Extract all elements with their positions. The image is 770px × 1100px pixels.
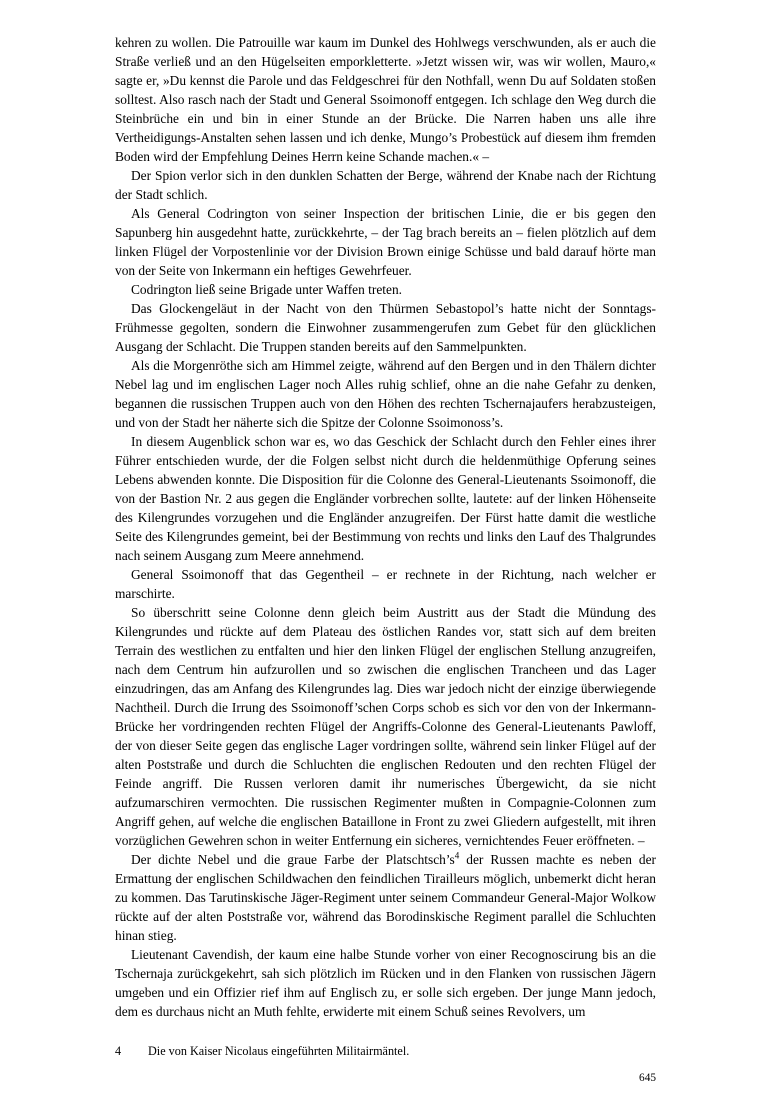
paragraph-text: General Ssoimonoff that das Gegentheil – er rechnete in der Richtung, nach welcher er marschirte. bbox=[115, 567, 656, 601]
paragraph-text: Der dichte Nebel und die graue Farbe der Platschtsch’s bbox=[131, 852, 455, 867]
paragraph bbox=[115, 432, 656, 565]
paragraph-text: Der Spion verlor sich in den dunklen Schatten der Berge, während der Knabe nach der Richtung der Stadt schlich. bbox=[115, 168, 656, 202]
paragraph bbox=[115, 299, 656, 356]
paragraph bbox=[115, 356, 656, 432]
paragraph-text: Als General Codrington von seiner Inspection der britischen Linie, die er bis gegen den Sapunberg hin ausgedehnt hatte, zurückkehrte, – der Tag brach bereits an – fielen plötzlich auf dem linken Flügel der Vorpostenlinie vor der Division Brown einige Schüsse und bald darauf hörte man von der Seite von Inkermann ein heftiges Gewehrfeuer. bbox=[115, 206, 656, 278]
paragraph bbox=[115, 280, 656, 299]
paragraph bbox=[115, 166, 656, 204]
paragraph-text: Codrington ließ seine Brigade unter Waffen treten. bbox=[131, 282, 402, 297]
footnote-text: Die von Kaiser Nicolaus eingeführten Militairmäntel. bbox=[148, 1044, 410, 1058]
footnote-reference: 4 bbox=[454, 850, 460, 861]
page-number: 645 bbox=[639, 1072, 656, 1084]
paragraph bbox=[115, 565, 656, 603]
paragraph-text: Lieutenant Cavendish, der kaum eine halbe Stunde vorher von einer Recognoscirung bis an die Tschernaja zurückgekehrt, sah sich plötzlich im Rücken und in den Flanken von russischen Jägern umgeben und ein Offizier rief ihm auf Englisch zu, er solle sich ergeben. Der junge Mann jedoch, dem es durchaus nicht an Muth fehlte, erwiderte mit einem Schuß seines Revolvers, um bbox=[115, 947, 656, 1019]
paragraph bbox=[115, 204, 656, 280]
page-text bbox=[115, 33, 656, 1021]
paragraph bbox=[115, 603, 656, 850]
paragraph-text: Als die Morgenröthe sich am Himmel zeigte, während auf den Bergen und in den Thälern dichter Nebel lag und im englischen Lager noch Alles ruhig schlief, ohne an die nahe Gefahr zu denken, begannen die russischen Truppen auch von den Höhen des rechten Tschernajaufers herabzusteigen, und von der Stadt her näherte sich die Spitze der Colonne Ssoimonoss’s. bbox=[115, 358, 656, 430]
footnote bbox=[115, 1043, 656, 1059]
paragraph-text: In diesem Augenblick schon war es, wo das Geschick der Schlacht durch den Fehler eines ihrer Führer entschieden wurde, der die Folgen selbst nicht durch die heldenmüthige Opferung seines Lebens abwenden konnte. Die Disposition für die Colonne des General-Lieutenants Ssoimonoff, die von der Bastion Nr. 2 aus gegen die Engländer vorbrechen sollte, lautete: auf der linken Höhenseite des Kilengrundes vorzugehen und die Engländer anzugreifen. Der Fürst hatte damit die westliche Seite des Kilengrundes gemeint, bei der Bestimmung von rechts und links den Lauf des Thalgrundes nach seinem Ausgang zum Meere annehmend. bbox=[115, 434, 656, 563]
paragraph bbox=[115, 850, 656, 945]
paragraph-text: der Russen machte es neben der Ermattung der englischen Schildwachen den feindlichen Tirailleurs möglich, unbemerkt dicht heran zu kommen. Das Tarutinskische Jäger-Regiment unter seinem Commandeur General-Major Wolkow rückte auf der alten Poststraße vor, während das Borodinskische Regiment parallel die Schluchten hinan stieg. bbox=[115, 852, 656, 943]
paragraph bbox=[115, 33, 656, 166]
paragraph-text: Das Glockengeläut in der Nacht von den Thürmen Sebastopol’s hatte nicht der Sonntags-Frühmesse gegolten, sondern die Einwohner zusammengerufen zum Gebet für den glücklichen Ausgang der Schlacht. Die Truppen standen bereits auf den Sammelpunkten. bbox=[115, 301, 656, 354]
paragraph-text: kehren zu wollen. Die Patrouille war kaum im Dunkel des Hohlwegs verschwunden, als er auch die Straße verließ und an den Hügelseiten emporkletterte. »Jetzt wissen wir, was wir wollen, Mauro,« sagte er, »Du kennst die Parole und das Feldgeschrei für den Nothfall, wenn Du auf Soldaten stoßen solltest. Also rasch nach der Stadt und General Ssoimonoff entgegen. Ich schlage den Weg durch die Steinbrüche ein und bin in einer Stunde an der Brücke. Die Narren haben uns alle ihre Vertheidigungs-Anstalten sehen lassen und ich denke, Mungo’s Probestück auf diesem ihm fremden Boden wird der Empfehlung Deines Herrn keine Schande machen.« – bbox=[115, 35, 656, 164]
paragraph bbox=[115, 945, 656, 1021]
footnote-marker: 4 bbox=[115, 1044, 122, 1058]
paragraph-text: So überschritt seine Colonne denn gleich beim Austritt aus der Stadt die Mündung des Kilengrundes und rückte auf dem Plateau des östlichen Randes vor, statt sich auf dem breiten Terrain des westlichen zu entfalten und hier den linken Flügel der englischen Stellung anzugreifen, nach dem Centrum hin aufzurollen und so zwischen die englischen Trancheen und das Lager einzudringen, das am Anfang des Kilengrundes lag. Dies war jedoch nicht der einzige überwiegende Nachtheil. Durch die Irrung des Ssoimonoff’schen Corps schob es sich vor den von der Inkermann-Brücke her vordringenden rechten Flügel der Angriffs-Colonne des General-Lieutenants Pawloff, der von dieser Seite gegen das englische Lager vordringen sollte, während sein linker Flügel auf der alten Poststraße und durch die Schluchten die englischen Redouten und den rechten Flügel der Feinde angriff. Die Russen verloren damit ihr numerisches Übergewicht, da sie nicht aufzumarschiren vermochten. Die russischen Regimenter mußten in Compagnie-Colonnen zum Angriff gehen, auf welche die englischen Bataillone in Front zu zwei Gliedern aufgestellt, mit ihren vorzüglichen Gewehren schon in weiter Entfernung ein sicheres, vernichtendes Feuer eröffneten. – bbox=[115, 605, 656, 848]
